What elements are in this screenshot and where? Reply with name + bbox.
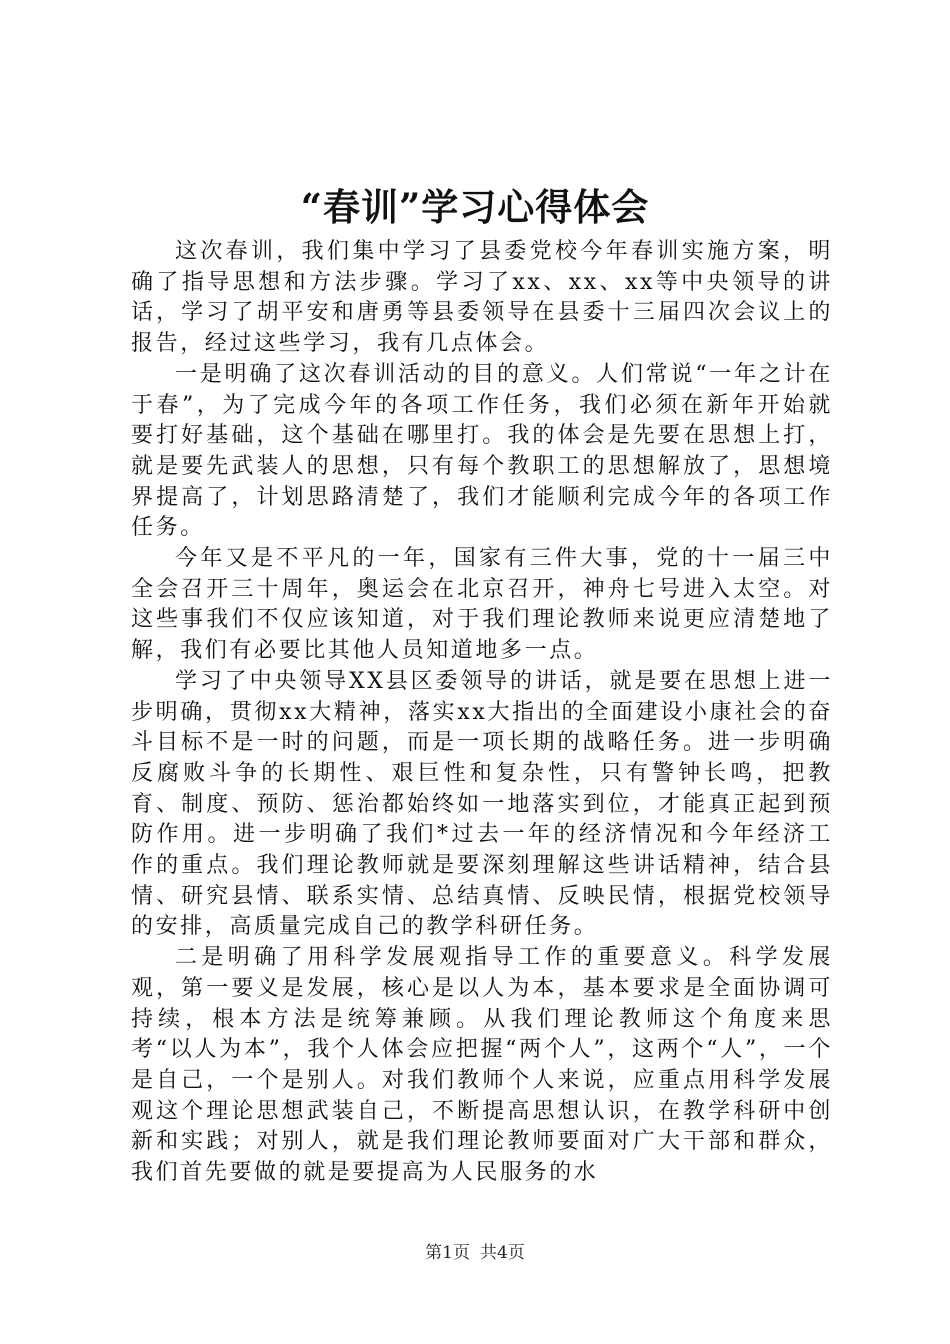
paragraph-3: 今年又是不平凡的一年，国家有三件大事，党的十一届三中全会召开三十周年，奥运会在北京召开，神舟七号进入太空。对这些事我们不仅应该知道，对于我们理论教师来说更应清楚地了解，我们有必要比其他人员知道地多一点。 (131, 546, 833, 664)
page-footer (0, 1241, 950, 1265)
page-total: 共4页 (480, 1243, 525, 1263)
document-body (131, 237, 833, 1189)
document-title: “春训”学习心得体会 (300, 185, 650, 229)
paragraph-1: 这次春训，我们集中学习了县委党校今年春训实施方案，明确了指导思想和方法步骤。学习了xx、xx、xx等中央领导的讲话，学习了胡平安和唐勇等县委领导在县委十三届四次会议上的报告，经过这些学习，我有几点体会。 (131, 239, 833, 357)
paragraph-4: 学习了中央领导XX县区委领导的讲话，就是要在思想上进一步明确，贯彻xx大精神，落实xx大指出的全面建设小康社会的奋斗目标不是一时的问题，而是一项长期的战略任务。进一步明确反腐败斗争的长期性、艰巨性和复杂性，只有警钟长鸣，把教育、制度、预防、惩治都始终如一地落实到位，才能真正起到预防作用。进一步明确了我们*过去一年的经济情况和今年经济工作的重点。我们理论教师就是要深刻理解这些讲话精神，结合县情、研究县情、联系实情、总结真情、反映民情，根据党校领导的安排，高质量完成自己的教学科研任务。 (131, 668, 833, 940)
paragraph-5: 二是明确了用科学发展观指导工作的重要意义。科学发展观，第一要义是发展，核心是以人为本，基本要求是全面协调可持续，根本方法是统筹兼顾。从我们理论教师这个角度来思考“以人为本”，我个人体会应把握“两个人”，这两个“人”，一个是自己，一个是别人。对我们教师个人来说，应重点用科学发展观这个理论思想武装自己，不断提高思想认识，在教学科研中创新和实践；对别人，就是我们理论教师要面对广大干部和群众，我们首先要做的就是要提高为人民服务的水 (131, 945, 833, 1186)
paragraph-2: 一是明确了这次春训活动的目的意义。人们常说“一年之计在于春”，为了完成今年的各项工作任务，我们必须在新年开始就要打好基础，这个基础在哪里打。我的体会是先要在思想上打，就是要先武装人的思想，只有每个教职工的思想解放了，思想境界提高了，计划思路清楚了，我们才能顺利完成今年的各项工作任务。 (131, 361, 833, 541)
page-number: 第1页 (425, 1243, 470, 1263)
